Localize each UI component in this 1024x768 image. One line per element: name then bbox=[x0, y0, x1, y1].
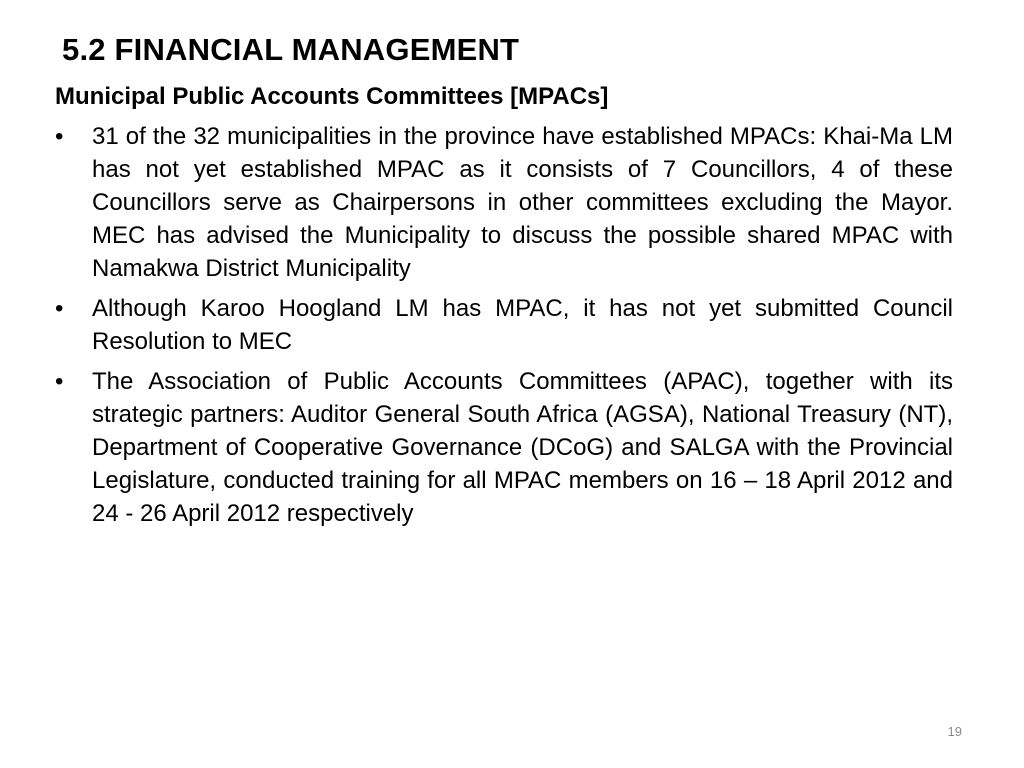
slide-title: 5.2 FINANCIAL MANAGEMENT bbox=[62, 32, 520, 67]
bullet-text: Although Karoo Hoogland LM has MPAC, it has not yet submitted Council Resolution to MEC bbox=[92, 295, 953, 355]
bullet-text: The Association of Public Accounts Committees (APAC), together with its strategic partners: Auditor General South Africa (AGSA), National Treasury (NT), Department of Cooperative Governance (DCoG) and SALGA with the Provincial Legislature, conducted training for all MPAC members on 16 – 18 April 2012 and 24 - 26 April 2012 respectively bbox=[92, 368, 953, 527]
bullet-item bbox=[55, 365, 953, 530]
page-number: 19 bbox=[947, 724, 962, 739]
bullet-text: 31 of the 32 municipalities in the province have established MPACs: Khai-Ma LM has not yet established MPAC as it consists of 7 Councillors, 4 of these Councillors serve as Chairpersons in other committees excluding the Mayor. MEC has advised the Municipality to discuss the possible shared MPAC with Namakwa District Municipality bbox=[92, 123, 953, 282]
bullet-item bbox=[55, 292, 953, 358]
bullet-icon: • bbox=[55, 123, 64, 150]
bullet-icon: • bbox=[55, 368, 64, 395]
bullet-item bbox=[55, 120, 953, 285]
slide-subtitle: Municipal Public Accounts Committees [MPACs] bbox=[55, 83, 609, 110]
bullet-list bbox=[55, 120, 953, 537]
bullet-icon: • bbox=[55, 295, 64, 322]
